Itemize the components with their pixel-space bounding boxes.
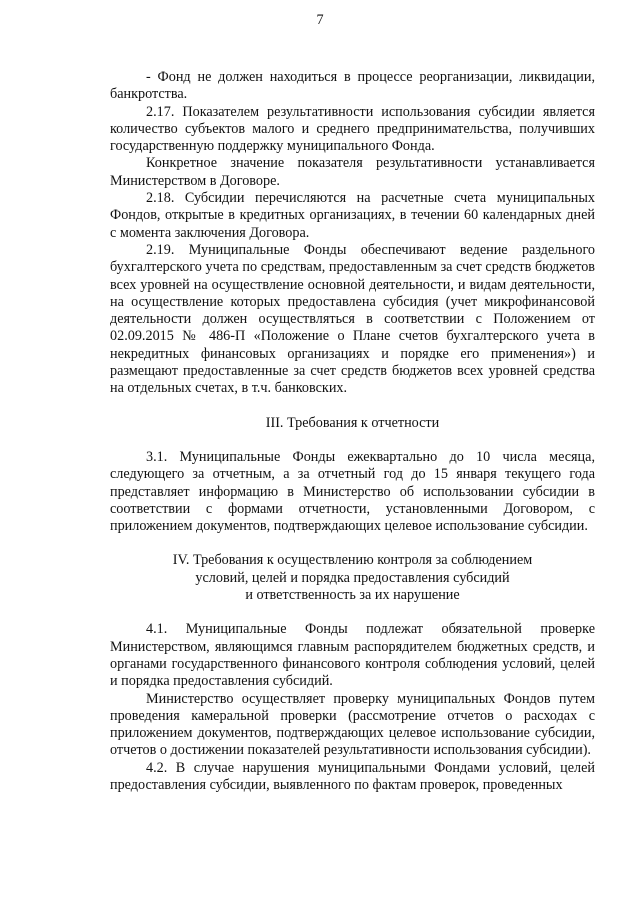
document-body	[110, 69, 595, 794]
paragraph-4-1: 4.1. Муниципальные Фонды подлежат обязательной проверке Министерством, являющимся главным распорядителем бюджетных средств, и органами государственного финансового контроля соблюдения условий, целей и порядка предоставления субсидий.	[110, 621, 595, 690]
paragraph-2-18: 2.18. Субсидии перечисляются на расчетные счета муниципальных Фондов, открытые в кредитных организациях, в течении 60 календарных дней с момента заключения Договора.	[110, 190, 595, 241]
paragraph-2-19: 2.19. Муниципальные Фонды обеспечивают ведение раздельного бухгалтерского учета по средствам, предоставленным за счет средств бюджетов всех уровней на осуществление основной деятельности, и видам деятельности, на осуществление которых предоставлена субсидия (учет микрофинансовой деятельности должен осуществляться в соответствии с Положением от 02.09.2015 № 486-П «Положение о Плане счетов бухгалтерского учета в некредитных финансовых организациях и порядке его применения») и размещают предоставленные за счет средств бюджетов всех уровней средства на отдельных счетах, в т.ч. банковских.	[110, 241, 595, 397]
paragraph-ministry-check: Министерство осуществляет проверку муниципальных Фондов путем проведения камеральной проверки (рассмотрение отчетов о расходах с приложением документов, подтверждающих целевое использование субсидии, отчетов о достижении показателей результативности использования субсидии).	[110, 690, 595, 759]
paragraph-fund-condition: - Фонд не должен находиться в процессе реорганизации, ликвидации, банкротства.	[110, 69, 595, 103]
section-4-heading-line-2: условий, целей и порядка предоставления субсидий	[195, 569, 510, 586]
paragraph-4-2: 4.2. В случае нарушения муниципальными Фондами условий, целей предоставления субсидии, выявленного по фактам проверок, проведенных	[110, 759, 595, 793]
section-3-heading: III. Требования к отчетности	[265, 414, 440, 431]
section-4-heading-line-1: IV. Требования к осуществлению контроля за соблюдением	[172, 552, 533, 569]
paragraph-indicator-value: Конкретное значение показателя результативности устанавливается Министерством в Договоре.	[110, 155, 595, 189]
page-number: 7	[316, 12, 324, 28]
section-4-heading-line-3: и ответственность за их нарушение	[245, 587, 460, 604]
paragraph-2-17: 2.17. Показателем результативности использования субсидии является количество субъектов малого и среднего предпринимательства, получивших государственную поддержку муниципального Фонда.	[110, 103, 595, 155]
paragraph-3-1: 3.1. Муниципальные Фонды ежеквартально до 10 числа месяца, следующего за отчетным, а за отчетный год до 15 января текущего года представляет информацию в Министерство об использовании субсидии в соответствии с формами отчетности, установленными Договором, с приложением документов, подтверждающих целевое использование субсидии.	[110, 448, 595, 535]
